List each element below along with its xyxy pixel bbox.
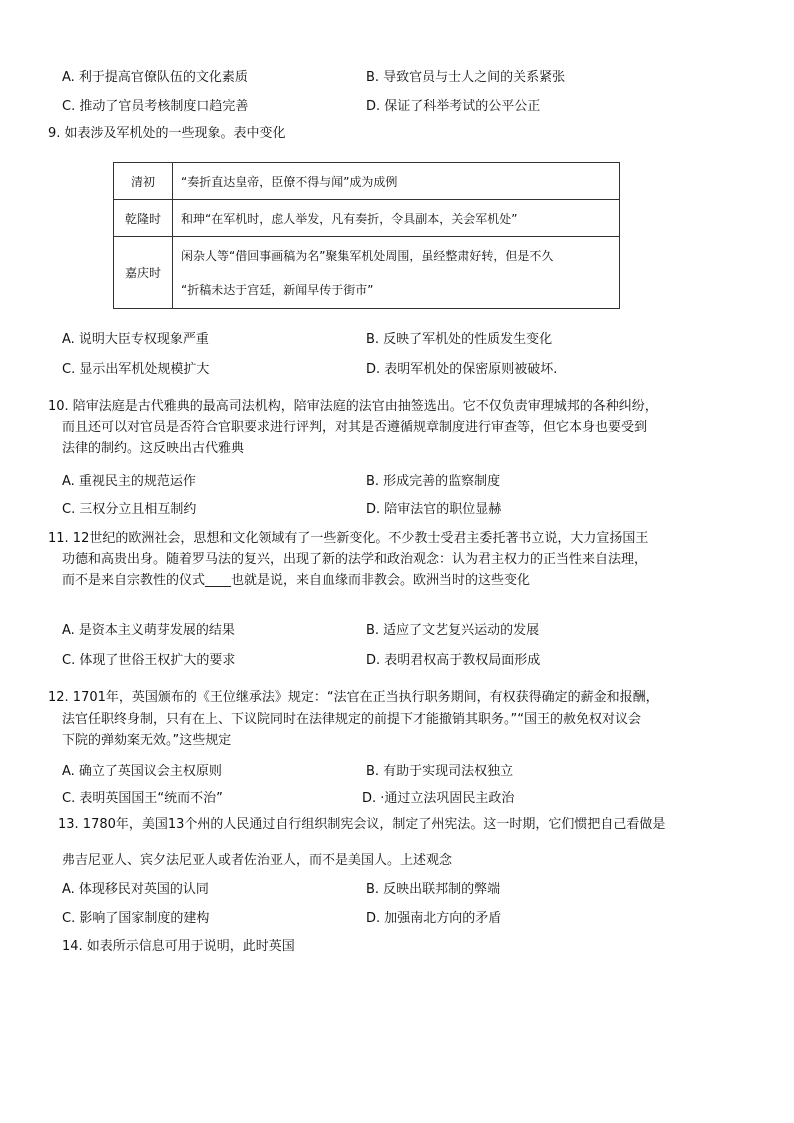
q10-line-1: 10. 陪审法庭是古代雅典的最高司法机构，陪审法庭的法官由抽签选出。它不仅负责审理城邦的各种纠纷， bbox=[48, 399, 658, 414]
q13-option-a: A. 体现移民对英国的认同 bbox=[62, 882, 209, 897]
q13-line-1: 13. 1780年，美国13个州的人民通过自行组织制宪会议，制定了州宪法。这一时期，它们惯把自己看做是 bbox=[58, 817, 666, 832]
q10-option-b: B. 形成完善的监察制度 bbox=[366, 474, 501, 489]
q10-line-2: 而且还可以对官员是否符合官职要求进行评判，对其是否遵循规章制度进行审查等，但它本身也要受到 bbox=[62, 420, 648, 435]
q10-line-3: 法律的制约。这反映出古代雅典 bbox=[62, 441, 245, 456]
q9-table bbox=[113, 162, 620, 309]
q13-option-b: B. 反映出联邦制的弊端 bbox=[366, 882, 501, 897]
q12-option-d: D. ·通过立法巩固民主政治 bbox=[362, 791, 515, 806]
table-content-line: “折稿未达于宫廷，新闻早传于街市” bbox=[181, 282, 374, 297]
q8-option-d: D. 保证了科举考试的公平公正 bbox=[366, 99, 541, 114]
q11-option-a: A. 是资本主义萌芽发展的结果 bbox=[62, 623, 235, 638]
q13-option-d: D. 加强南北方向的矛盾 bbox=[366, 911, 502, 926]
q8-option-b: B. 导致官员与士人之间的关系紧张 bbox=[366, 70, 566, 85]
q11-line-1: 11. 12世纪的欧洲社会，思想和文化领域有了一些新变化。不少教士受君主委托著书立说，大力宣扬国王 bbox=[48, 531, 649, 546]
table-row bbox=[114, 200, 620, 237]
table-period-cell: 嘉庆时 bbox=[114, 237, 173, 309]
q10-option-a: A. 重视民主的规范运作 bbox=[62, 474, 196, 489]
table-content-cell: 和珅“在军机时，虑人举发，凡有奏折，令具副本，关会军机处” bbox=[173, 200, 620, 237]
q13-option-c: C. 影响了国家制度的建构 bbox=[62, 911, 210, 926]
q9-stem: 9. 如表涉及军机处的一些现象。表中变化 bbox=[48, 126, 286, 141]
table-row bbox=[114, 163, 620, 200]
q8-option-a: A. 利于提高官僚队伍的文化素质 bbox=[62, 70, 248, 85]
q12-line-1: 12. 1701年，英国颁布的《王位继承法》规定：“法官在正当执行职务期间，有权获得确定的薪金和报酬， bbox=[48, 690, 659, 705]
table-content-line: 闲杂人等“借回事画稿为名”聚集军机处周围，虽经整肃好转，但是不久 bbox=[181, 248, 554, 263]
table-period-cell: 乾隆时 bbox=[114, 200, 173, 237]
q11-option-b: B. 适应了文艺复兴运动的发展 bbox=[366, 623, 540, 638]
table-period-cell: 清初 bbox=[114, 163, 173, 200]
q12-line-3: 下院的弹劾案无效。”这些规定 bbox=[62, 733, 232, 748]
table-row bbox=[114, 237, 620, 309]
q10-option-c: C. 三权分立且相互制约 bbox=[62, 502, 197, 517]
q9-option-c: C. 显示出军机处规模扩大 bbox=[62, 362, 210, 377]
q14-stem: 14. 如表所示信息可用于说明，此时英国 bbox=[62, 939, 295, 954]
q9-option-d: D. 表明军机处的保密原则被破坏. bbox=[366, 362, 558, 377]
q11-line-3: 而不是来自宗教性的仪式____也就是说，来自血缘而非教会。欧洲当时的这些变化 bbox=[62, 573, 531, 588]
q11-option-c: C. 体现了世俗王权扩大的要求 bbox=[62, 653, 236, 668]
q8-option-c: C. 推动了官员考核制度口趋完善 bbox=[62, 99, 249, 114]
q12-option-b: B. 有助于实现司法权独立 bbox=[366, 764, 514, 779]
q12-line-2: 法官任职终身制，只有在上、下议院同时在法律规定的前提下才能撤销其职务。”“国王的赦免权对议会 bbox=[62, 712, 641, 727]
q9-option-a: A. 说明大臣专权现象严重 bbox=[62, 332, 209, 347]
q10-option-d: D. 陪审法官的职位显赫 bbox=[366, 502, 502, 517]
table-content-cell: “奏折直达皇帝，臣僚不得与闻”成为成例 bbox=[173, 163, 620, 200]
q12-option-c: C. 表明英国国王“统而不治” bbox=[62, 791, 223, 806]
q13-line-2: 弗吉尼亚人、宾夕法尼亚人或者佐治亚人，而不是美国人。上述观念 bbox=[62, 853, 453, 868]
q11-option-d: D. 表明君权高于教权局面形成 bbox=[366, 653, 541, 668]
q12-option-a: A. 确立了英国议会主权原则 bbox=[62, 764, 222, 779]
table-content-cell bbox=[173, 237, 620, 309]
q9-option-b: B. 反映了军机处的性质发生变化 bbox=[366, 332, 553, 347]
q11-line-2: 功德和高贵出身。随着罗马法的复兴，出现了新的法学和政治观念：认为君主权力的正当性来自法理， bbox=[62, 552, 648, 567]
